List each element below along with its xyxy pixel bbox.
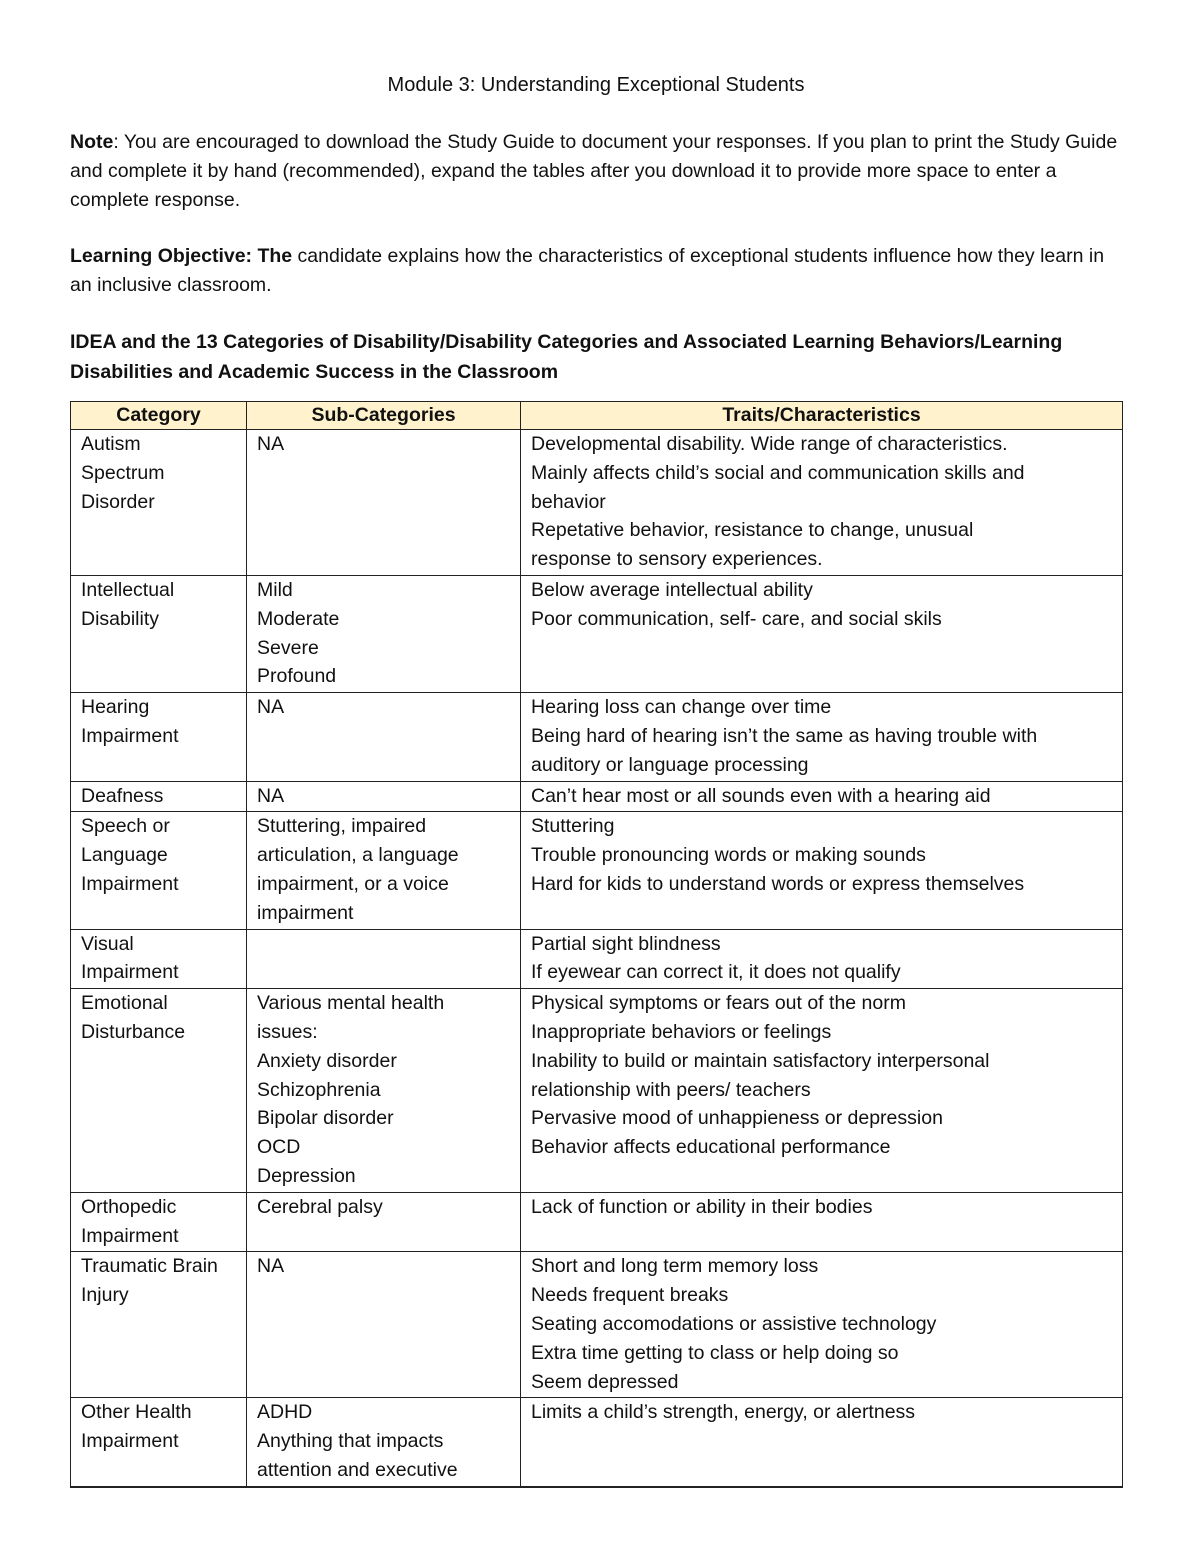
category-cell xyxy=(71,812,247,929)
sub-categories-line: issues: xyxy=(257,1020,318,1043)
page-title: Module 3: Understanding Exceptional Students xyxy=(387,74,805,96)
category-line: Intellectual xyxy=(81,578,175,601)
traits-line: Lack of function or ability in their bodies xyxy=(531,1195,873,1218)
traits-line: Poor communication, self- care, and social skils xyxy=(531,607,942,630)
table-row xyxy=(71,1192,1123,1252)
category-cell xyxy=(71,1192,247,1252)
sub-categories-cell xyxy=(247,430,521,576)
note-paragraph xyxy=(70,128,1122,215)
category-line: Autism xyxy=(81,433,141,455)
category-line: Other Health xyxy=(81,1401,192,1424)
table-row xyxy=(71,812,1123,929)
traits-cell xyxy=(521,812,1123,929)
section-heading: IDEA and the 13 Categories of Disability/Disability Categories and Associated Learning Behaviors/Learning Disabilities and Academic Success in the Classroom xyxy=(70,331,1063,383)
traits-line: Pervasive mood of unhappieness or depression xyxy=(531,1107,943,1130)
traits-cell xyxy=(521,929,1123,989)
traits-line: Extra time getting to class or help doing so xyxy=(531,1341,899,1364)
category-line: Disability xyxy=(81,607,160,630)
category-line: Impairment xyxy=(81,1430,179,1453)
category-cell xyxy=(71,693,247,781)
sub-categories-line: Moderate xyxy=(257,607,340,630)
sub-categories-line: Various mental health xyxy=(257,992,445,1015)
traits-line: Needs frequent breaks xyxy=(531,1284,729,1307)
category-line: Impairment xyxy=(81,872,179,895)
traits-line: If eyewear can correct it, it does not qualify xyxy=(531,961,901,984)
sub-categories-line: impairment, or a voice xyxy=(257,872,449,895)
sub-categories-cell xyxy=(247,812,521,929)
sub-categories-line: Stuttering, impaired xyxy=(257,815,427,838)
category-line: Traumatic Brain xyxy=(81,1255,218,1278)
sub-categories-cell xyxy=(247,1398,521,1487)
learning-objective-text: candidate explains how the characteristics of exceptional students influence how they learn in an inclusive classroom. xyxy=(70,245,1105,296)
traits-line: Being hard of hearing isn’t the same as having trouble with xyxy=(531,724,1038,747)
sub-categories-line: OCD xyxy=(257,1136,301,1159)
sub-categories-line: Depression xyxy=(257,1164,356,1187)
sub-categories-line: Anything that impacts xyxy=(257,1430,444,1453)
traits-cell xyxy=(521,1192,1123,1252)
sub-categories-cell xyxy=(247,1252,521,1398)
traits-line: behavior xyxy=(531,490,606,513)
sub-categories-line: NA xyxy=(257,1255,285,1278)
table-header-row xyxy=(71,402,1123,430)
note-text: : You are encouraged to download the Study Guide to document your responses. If you plan to print the Study Guide and complete it by hand (recommended), expand the tables after you download it to provide more space to enter a complete response. xyxy=(70,131,1118,211)
table-row xyxy=(71,1398,1123,1487)
category-line: Disturbance xyxy=(81,1020,186,1043)
category-line: Visual xyxy=(81,932,134,955)
traits-line: Short and long term memory loss xyxy=(531,1255,819,1278)
traits-line: Seem depressed xyxy=(531,1370,679,1393)
table-row xyxy=(71,430,1123,576)
table-row xyxy=(71,1252,1123,1398)
sub-categories-line: impairment xyxy=(257,901,354,924)
table-row xyxy=(71,693,1123,781)
category-line: Disorder xyxy=(81,490,155,513)
table-body xyxy=(71,430,1123,1487)
category-cell xyxy=(71,575,247,692)
table-row xyxy=(71,781,1123,812)
sub-categories-line: NA xyxy=(257,696,285,719)
traits-line: Hearing loss can change over time xyxy=(531,696,832,719)
note-label: Note xyxy=(70,131,114,153)
category-cell xyxy=(71,989,247,1193)
category-line: Hearing xyxy=(81,696,150,719)
sub-categories-line: Severe xyxy=(257,636,319,659)
sub-categories-line: Anxiety disorder xyxy=(257,1049,397,1072)
header-sub-categories: Sub-Categories xyxy=(247,402,521,430)
traits-line: Inability to build or maintain satisfactory interpersonal xyxy=(531,1049,990,1072)
category-cell xyxy=(71,781,247,812)
traits-line: auditory or language processing xyxy=(531,753,809,776)
sub-categories-line: Bipolar disorder xyxy=(257,1107,394,1130)
traits-cell xyxy=(521,1398,1123,1487)
traits-line: Can’t hear most or all sounds even with a hearing aid xyxy=(531,784,991,807)
traits-cell xyxy=(521,430,1123,576)
category-line: Language xyxy=(81,844,168,867)
sub-categories-line: articulation, a language xyxy=(257,844,459,867)
sub-categories-cell xyxy=(247,575,521,692)
sub-categories-line: Mild xyxy=(257,578,293,601)
sub-categories-line: attention and executive xyxy=(257,1458,458,1481)
traits-line: Behavior affects educational performance xyxy=(531,1136,891,1159)
learning-objective-paragraph xyxy=(70,242,1122,300)
sub-categories-line: Profound xyxy=(257,665,337,688)
header-traits: Traits/Characteristics xyxy=(521,402,1123,430)
sub-categories-cell xyxy=(247,693,521,781)
category-line: Impairment xyxy=(81,961,179,984)
traits-line: Hard for kids to understand words or express themselves xyxy=(531,872,1025,895)
traits-line: Seating accomodations or assistive technology xyxy=(531,1312,937,1335)
sub-categories-cell xyxy=(247,1192,521,1252)
traits-cell xyxy=(521,575,1123,692)
traits-line: Partial sight blindness xyxy=(531,932,721,955)
traits-line: Limits a child’s strength, energy, or alertness xyxy=(531,1401,916,1424)
sub-categories-line: Schizophrenia xyxy=(257,1078,381,1101)
category-line: Deafness xyxy=(81,784,164,807)
category-line: Orthopedic xyxy=(81,1195,177,1218)
traits-line: Developmental disability. Wide range of characteristics. xyxy=(531,433,1008,455)
disability-categories-table xyxy=(70,401,1123,1488)
traits-line: Inappropriate behaviors or feelings xyxy=(531,1020,832,1043)
category-line: Injury xyxy=(81,1284,129,1307)
traits-line: Repetative behavior, resistance to change, unusual xyxy=(531,519,974,542)
sub-categories-cell xyxy=(247,929,521,989)
sub-categories-line: NA xyxy=(257,784,285,807)
category-line: Speech or xyxy=(81,815,170,838)
traits-line: Physical symptoms or fears out of the norm xyxy=(531,992,906,1015)
category-line: Impairment xyxy=(81,724,179,747)
category-line: Emotional xyxy=(81,992,168,1015)
traits-line: relationship with peers/ teachers xyxy=(531,1078,811,1101)
document-page xyxy=(70,70,1122,1488)
category-line: Impairment xyxy=(81,1224,179,1247)
learning-objective-label: Learning Objective: The xyxy=(70,245,293,267)
table-row xyxy=(71,989,1123,1193)
category-cell xyxy=(71,1398,247,1487)
sub-categories-cell xyxy=(247,781,521,812)
traits-line: Below average intellectual ability xyxy=(531,578,813,601)
table-row xyxy=(71,929,1123,989)
traits-line: response to sensory experiences. xyxy=(531,548,823,571)
sub-categories-line: ADHD xyxy=(257,1401,313,1424)
traits-line: Trouble pronouncing words or making sounds xyxy=(531,844,926,867)
traits-cell xyxy=(521,693,1123,781)
category-cell xyxy=(71,929,247,989)
category-cell xyxy=(71,430,247,576)
sub-categories-line: NA xyxy=(257,433,285,455)
traits-cell xyxy=(521,989,1123,1193)
header-category: Category xyxy=(71,402,247,430)
sub-categories-line: Cerebral palsy xyxy=(257,1195,383,1218)
category-cell xyxy=(71,1252,247,1398)
category-line: Spectrum xyxy=(81,461,165,484)
table-row xyxy=(71,575,1123,692)
traits-cell xyxy=(521,781,1123,812)
sub-categories-cell xyxy=(247,989,521,1193)
traits-line: Stuttering xyxy=(531,815,615,838)
traits-line: Mainly affects child’s social and communication skills and xyxy=(531,461,1025,484)
traits-cell xyxy=(521,1252,1123,1398)
